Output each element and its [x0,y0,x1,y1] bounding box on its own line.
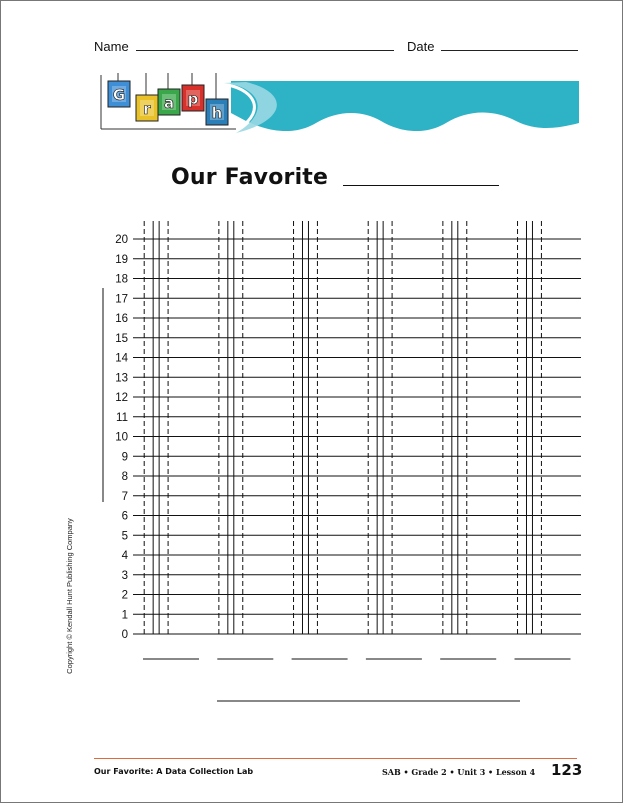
copyright-text: Copyright © Kendall Hunt Publishing Company [65,518,74,674]
y-tick-label: 3 [121,569,128,582]
svg-text:a: a [163,94,175,112]
y-tick-label: 13 [115,372,128,385]
y-tick-label: 2 [121,589,128,602]
svg-text:G: G [112,86,126,104]
y-tick-label: 15 [115,332,128,345]
y-tick-label: 9 [121,451,128,464]
y-tick-label: 8 [121,471,128,483]
bar-graph-grid [1,1,623,804]
footer-title: Our Favorite: A Data Collection Lab [94,767,254,776]
y-tick-label: 12 [115,392,128,404]
page-title: Our Favorite [171,165,329,190]
svg-text:r: r [143,100,151,118]
y-tick-label: 19 [115,253,128,266]
y-tick-label: 10 [115,431,128,444]
y-tick-label: 17 [115,293,128,306]
y-tick-label: 18 [115,273,128,286]
y-tick-label: 20 [115,234,128,246]
page-number: 123 [551,761,583,779]
y-tick-label: 11 [116,411,128,424]
y-tick-label: 4 [121,550,128,562]
name-label: Name [94,39,129,54]
date-label: Date [407,39,435,54]
y-tick-label: 6 [121,510,128,523]
svg-text:h: h [211,104,223,122]
y-tick-label: 7 [121,490,128,503]
footer-rule [94,758,577,759]
y-tick-label: 5 [121,530,128,543]
y-tick-label: 0 [121,629,128,641]
y-tick-label: 16 [115,313,128,325]
y-tick-label: 14 [115,352,128,365]
footer-lesson-info: SAB • Grade 2 • Unit 3 • Lesson 4 [382,767,536,777]
y-tick-label: 1 [121,609,128,622]
svg-text:p: p [187,90,199,108]
